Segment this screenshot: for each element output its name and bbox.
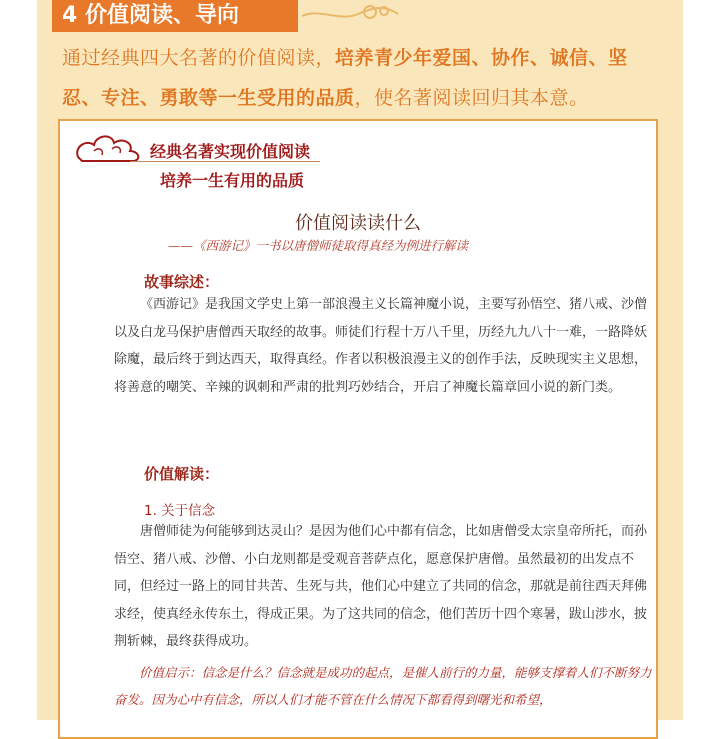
intro-highlight: 培养青少年爱国、协作、诚信、坚忍、专注、勇敢等一生受用的品质 [62, 47, 628, 109]
value-insight: 价值启示：信念是什么？信念就是成功的起点，是催人前行的力量，能够支撑着人们不断努力奋发。因为心中有信念，所以人们才能不管在什么情况下都看得到曙光和希望， [114, 665, 652, 707]
intro-paragraph [62, 38, 662, 118]
point1-paragraph: 唐僧师徒为何能够到达灵山？是因为他们心中都有信念，比如唐僧受太宗皇帝所托，而孙悟空、猪八戒、沙僧、小白龙则都是受观音菩萨点化，愿意保护唐僧。虽然最初的出发点不同，但经过一路上的同甘共苦、生死与共，他们心中建立了共同的信念，那就是前往西天拜佛求经，使真经永传东土，得成正果。为了这共同的信念，他们苦历十四个寒暑，跋山涉水，披荆斩棘，最终获得成功。 [114, 524, 648, 649]
cloud-ornament-icon [300, 2, 400, 26]
content-panel [58, 119, 658, 739]
auspicious-cloud-icon [72, 129, 152, 165]
banner-line-1: 经典名著实现价值阅读 [150, 142, 311, 161]
banner-divider [130, 161, 320, 162]
intro-text-2: ，使名著阅读回归其本意。 [354, 87, 589, 109]
story-paragraph: 《西游记》是我国文学史上第一部浪漫主义长篇神魔小说，主要写孙悟空、猪八戒、沙僧以及白龙马保护唐僧西天取经的故事。师徒们行程十万八千里，历经九九八十一难，一路降妖除魔，最后终于到达西天，取得真经。作者以积极浪漫主义的创作手法，反映现实主义思想，将善意的嘲笑、辛辣的讽刺和严肃的批判巧妙结合，开启了神魔长篇章回小说的新门类。 [114, 297, 648, 395]
article-subtitle: ——《西游记》一书以唐僧师徒取得真经为例进行解读 [168, 238, 469, 253]
banner-line-2: 培养一生有用的品质 [160, 171, 305, 190]
article-title: 价值阅读读什么 [295, 213, 421, 234]
intro-text-1: 通过经典四大名著的价值阅读， [62, 47, 336, 69]
section-title: 4 价值阅读、导向 [52, 0, 298, 32]
value-heading: 价值解读： [144, 465, 220, 483]
story-heading: 故事综述： [144, 273, 220, 291]
point1-title: 1. 关于信念 [144, 503, 216, 519]
